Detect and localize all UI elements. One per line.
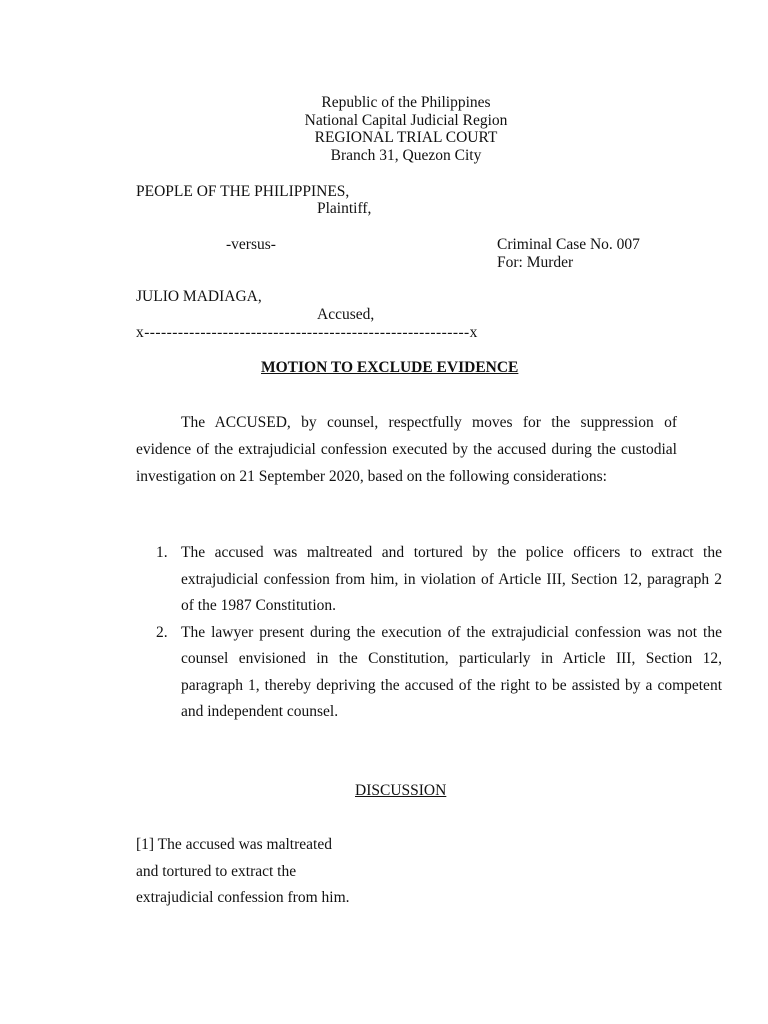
header-branch: Branch 31, Quezon City: [330, 146, 482, 164]
list-item-number: 1.: [156, 544, 168, 561]
header-republic: Republic of the Philippines: [321, 94, 491, 111]
discussion-line: and tortured to extract the: [136, 862, 297, 880]
versus-label: -versus-: [226, 236, 276, 253]
header-region: National Capital Judicial Region: [304, 111, 508, 129]
considerations-list: [136, 540, 722, 726]
list-item: [156, 620, 722, 726]
caption-separator: x----------------------------------------------------------x: [136, 324, 478, 341]
discussion-line: extrajudicial confession from him.: [136, 889, 350, 906]
discussion-heading: DISCUSSION: [355, 782, 447, 799]
header-court: REGIONAL TRIAL COURT: [314, 129, 498, 146]
plaintiff-role: Plaintiff,: [317, 200, 372, 217]
discussion-line: [1] The accused was maltreated: [136, 836, 332, 853]
accused-name: JULIO MADIAGA,: [136, 288, 262, 305]
list-item: [156, 540, 722, 620]
court-header: [0, 94, 768, 164]
list-item-text: The lawyer present during the execution of the extrajudicial confession was not the counsel envisioned in the Constitution, particularly in Article III, Section 12, paragraph 1, thereby depriving the accused of the right to be assisted by a competent and independent counsel.: [181, 623, 722, 720]
case-offense: For: Murder: [497, 254, 574, 271]
case-number: Criminal Case No. 007: [497, 236, 640, 253]
discussion-item-1: [136, 832, 350, 912]
intro-paragraph: The ACCUSED, by counsel, respectfully moves for the suppression of evidence of the extrajudicial confession executed by the accused during the custodial investigation on 21 September 2020, based on the following considerations:: [136, 414, 677, 485]
list-item-text: The accused was maltreated and tortured by the police officers to extract the extrajudicial confession from him, in violation of Article III, Section 12, paragraph 2 of the 1987 Constitution.: [181, 544, 722, 614]
plaintiff-name: PEOPLE OF THE PHILIPPINES,: [136, 183, 350, 200]
list-item-number: 2.: [156, 623, 168, 641]
accused-role: Accused,: [317, 306, 375, 323]
motion-title: MOTION TO EXCLUDE EVIDENCE: [261, 359, 519, 376]
